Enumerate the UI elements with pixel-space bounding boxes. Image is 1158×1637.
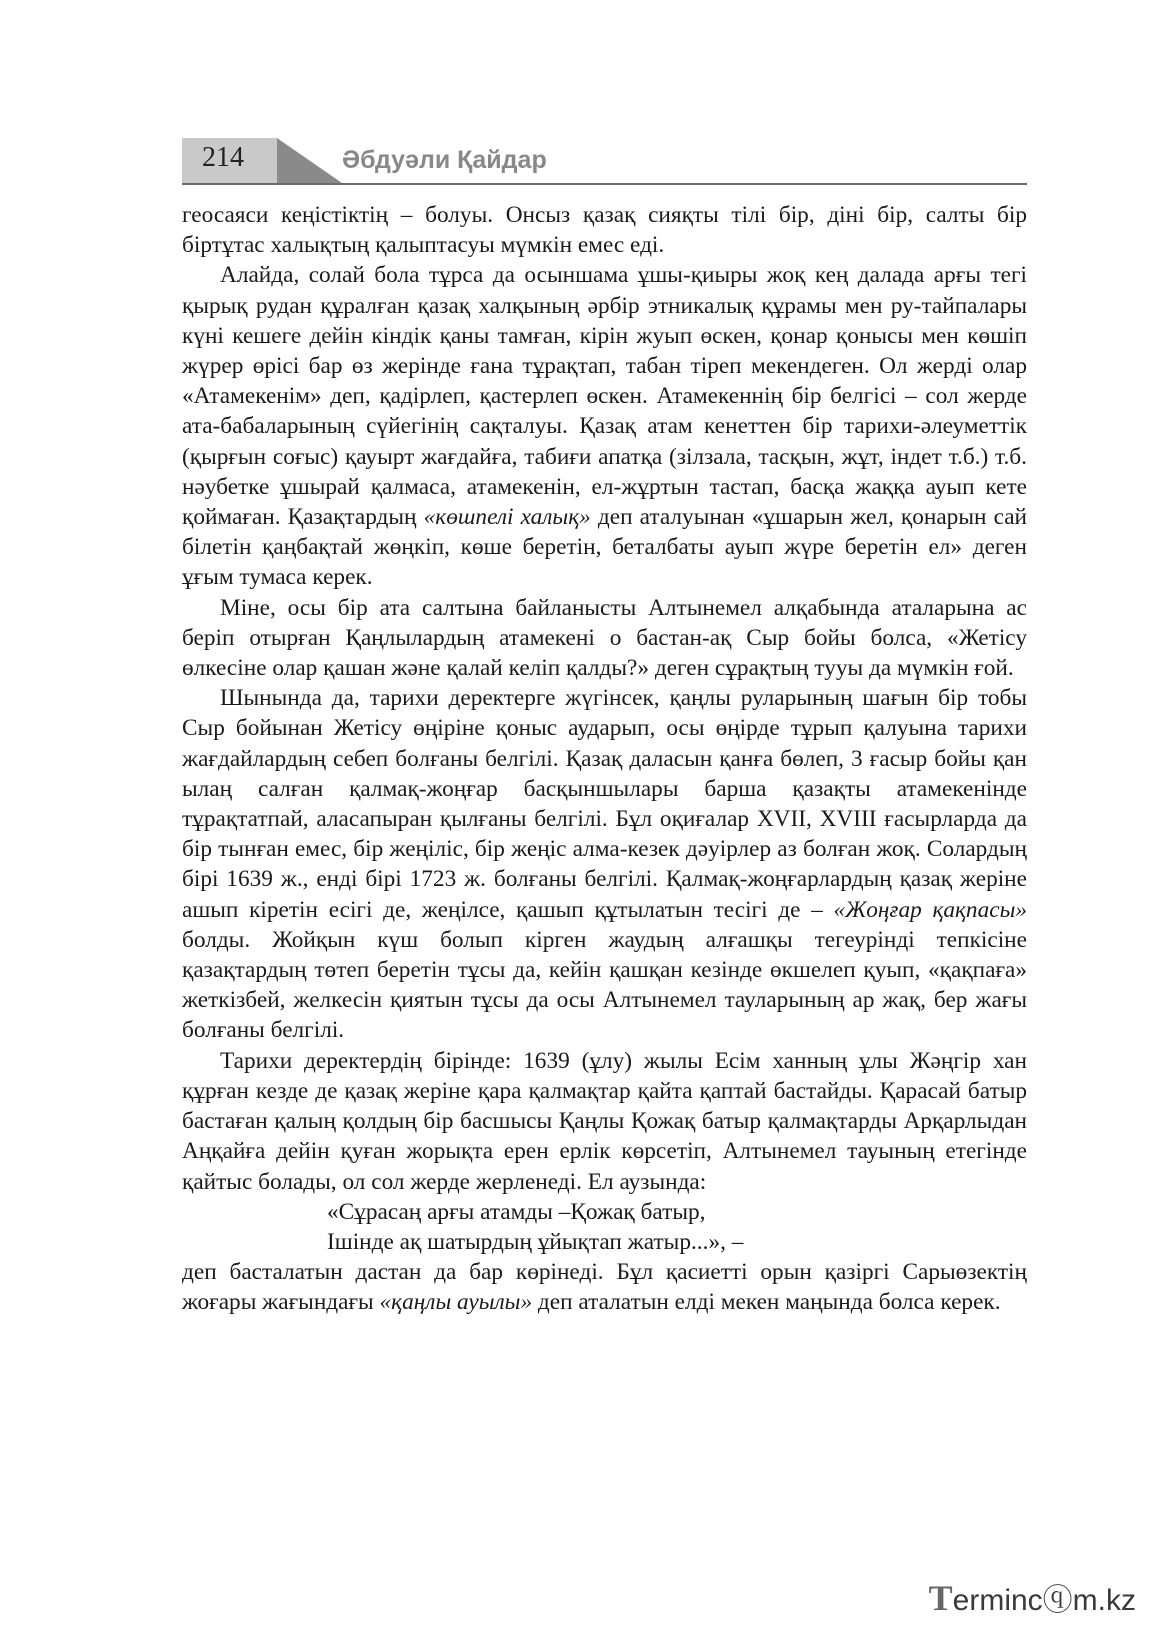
italic-term: «көшпелі халық» xyxy=(423,504,591,531)
verse-line: «Сұрасаң арғы атамды –Қожақ батыр, xyxy=(327,1198,706,1225)
watermark-logo: Termincⓠm.kz xyxy=(928,1578,1136,1618)
page-header xyxy=(182,138,1027,188)
italic-term: «қаңлы ауылы» xyxy=(379,1289,533,1316)
header-rule xyxy=(182,183,1027,185)
page-number-box xyxy=(182,138,277,183)
body-text xyxy=(182,200,1027,1318)
page-number: 214 xyxy=(202,142,244,173)
paragraph: Тарихи деректердің бірінде: 1639 (ұлу) жылы Есім ханның ұлы Жәңгір хан құрған кезде де қазақ жеріне қара қалмақтар қайта қаптай бастайды. Қарасай батыр бастаған қалың қолдың бір басшысы Қаңлы Қожақ батыр қалмақтарды Арқарлыдан Аңқайға дейін қуған жорықта ерен ерлік көрсетіп, Алтынемел тауының етегінде қайтыс болады, ол сол жерде жерленеді. Ел аузында: xyxy=(182,1047,1027,1195)
paragraph: геосаяси кеңістіктің – болуы. Онсыз қазақ сияқты тілі бір, діні бір, салты бір біртұтас халықтың қалыптасуы мүмкін емес еді. xyxy=(182,202,1027,259)
paragraph: Алайда, солай бола тұрса да осыншама ұшы-қиыры жоқ кең далада арғы тегі қырық рудан құралған қазақ халқының әрбір этникалық құрамы мен ру-тайпалары күні кешеге дейін кіндік қаны тамған, кірін жуып өскен, қонар қонысы мен көшіп жүрер өрісі бар өз жерінде ғана тұрақтап, табан тіреп мекендеген. Ол жерді олар «Атамекенім» деп, қадірлеп, қастерлеп өскен. Атамекеннің бір белгісі – сол жерде ата-бабаларының сүйегінің сақталуы. Қазақ атам кенеттен бір тарихи-әлеуметтік (қырғын соғыс) қауырт жағдайға, табиғи апатқа (зілзала, тасқын, жұт, індет т.б.) т.б. нәубетке ұшырай қалмаса, атамекенін, ел-жұртын тастап, басқа жаққа ауып кете қоймаған. Қазақтардың «көшпелі халық» деп аталуынан «ұшарын жел, қонарын сай білетін қаңбақтай жөңкіп, көше беретін, беталбаты ауып жүре беретін ел» деген ұғым тумаса керек. xyxy=(182,262,1027,591)
paragraph: деп басталатын дастан да бар көрінеді. Бұл қасиетті орын қазіргі Сарыөзектің жоғары жағындағы «қаңлы ауылы» деп аталатын елді мекен маңында болса керек. xyxy=(182,1259,1027,1316)
verse-line: Ішінде ақ шатырдың ұйықтап жатыр...», – xyxy=(327,1228,744,1255)
italic-term: «Жоңғар қақпасы» xyxy=(833,896,1027,923)
author-name: Әбдуәли Қайдар xyxy=(342,146,547,174)
header-arrow-shape xyxy=(277,138,342,183)
paragraph: Міне, осы бір ата салтына байланысты Алтынемел алқабында аталарына ас беріп отырған Қаңлылардың атамекені о бастан-ақ Сыр бойы болса, «Жетісу өлкесіне олар қашан және қалай келіп қалды?» деген сұрақтың тууы да мүмкін ғой. xyxy=(182,594,1027,682)
paragraph: Шынында да, тарихи деректерге жүгінсек, қаңлы руларының шағын бір тобы Сыр бойынан Жетісу өңіріне қоныс аударып, осы өңірде тұрып қалуына тарихи жағдайлардың себеп болғаны белгілі. Қазақ даласын қанға бөлеп, 3 ғасыр бойы қан ылаң салған қалмақ-жоңғар басқыншылары барша қазақты атамекенінде тұрақтатпай, аласапыран қылғаны белгілі. Бұл оқиғалар XVII, XVIII ғасырларда да бір тынған емес, бір жеңіліс, бір жеңіс алма-кезек дәуірлер аз болған жоқ. Солардың бірі 1639 ж., енді бірі 1723 ж. болғаны белгілі. Қалмақ-жоңғарлардың қазақ жеріне ашып кіретін есігі де, жеңілсе, қашып құтылатын тесігі де – «Жоңғар қақпасы» болды. Жойқын күш болып кірген жаудың алғашқы тегеурінді тепкісіне қазақтардың төтеп беретін тұсы да, кейін қашқан кезінде өкшелеп қуып, «қақпаға» жеткізбей, желкесін қиятын тұсы да осы Алтынемел тауларының ар жақ, бер жағы болғаны белгілі. xyxy=(182,685,1027,1044)
